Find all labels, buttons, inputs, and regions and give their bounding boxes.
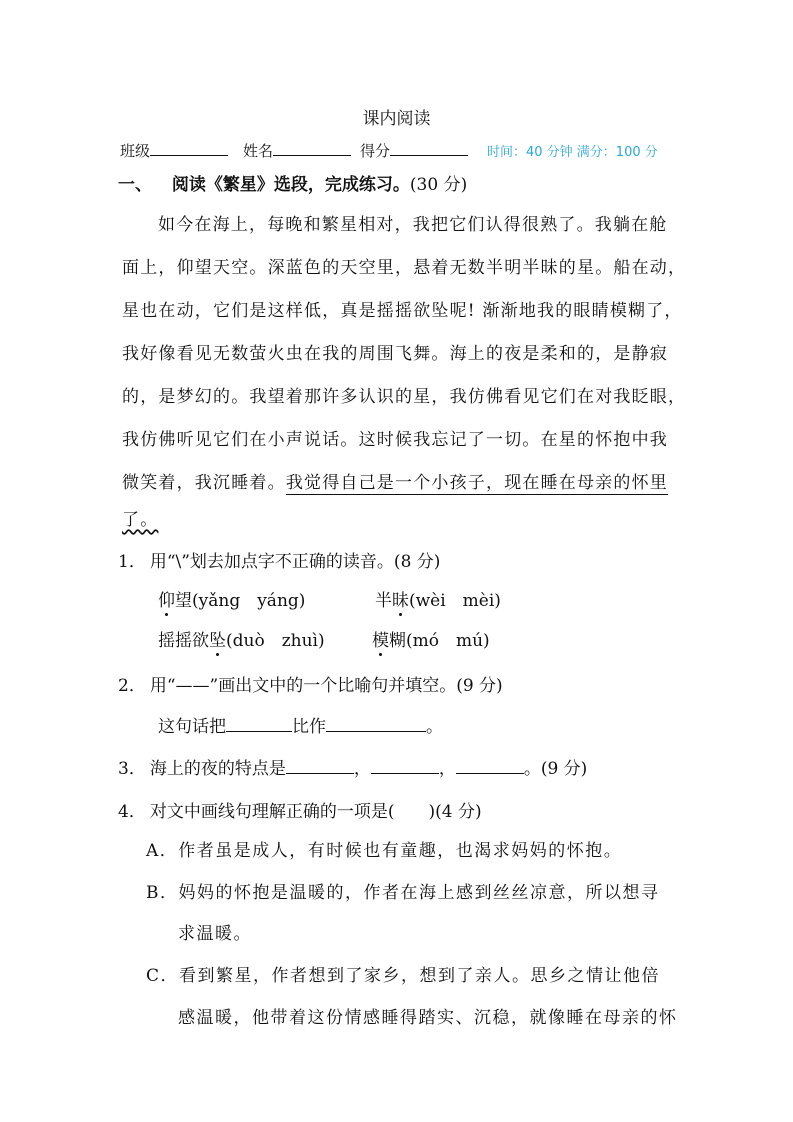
section-number: 一、 (118, 175, 152, 195)
option-b[interactable]: B．妈妈的怀抱是温暖的，作者在海上感到丝丝凉意，所以想寻 (146, 883, 660, 903)
fill-text: 这句话把 (158, 717, 226, 737)
question-number: 4． (118, 802, 146, 822)
passage-line (122, 468, 668, 493)
wavy-underlined-text: 了 (122, 510, 141, 530)
name-blank[interactable] (273, 141, 351, 156)
question-text: 用“\”划去加点字不正确的读音。(8 分) (149, 552, 441, 572)
plain-char: 摇摇欲 (158, 631, 209, 651)
q1-item-2 (375, 586, 501, 611)
fill-text: 比作 (292, 717, 326, 737)
question-3 (118, 754, 587, 779)
fill-blank[interactable] (456, 759, 524, 774)
question-text: 对文中画线句理解正确的一项是( )(4 分) (149, 802, 482, 822)
fill-blank[interactable] (371, 759, 439, 774)
reading-options: (duò zhuì) (226, 631, 325, 651)
time-info: 时间：40 分钟 满分：100 分 (487, 145, 658, 160)
class-field (120, 140, 228, 161)
fill-text: 。 (426, 717, 443, 737)
question-number: 3． (118, 759, 146, 779)
score-field (360, 140, 468, 161)
passage-line: 星也在动，它们是这样低，真是摇摇欲坠呢! 渐渐地我的眼睛模糊了， (122, 301, 683, 321)
section-title: 阅读《繁星》选段，完成练习。 (171, 175, 410, 195)
passage-line: 我仿佛听见它们在小声说话。这时候我忘记了一切。在星的怀抱中我 (122, 430, 668, 450)
score-label: 得分 (360, 142, 391, 160)
option-b-continuation: 求温暖。 (178, 924, 252, 944)
section-heading (118, 170, 467, 195)
passage-line: 如今在海上，每晚和繁星相对，我把它们认得很熟了。我躺在舱 (158, 215, 668, 235)
passage-line (122, 505, 158, 530)
passage-line: 的，是梦幻的。我望着那许多认识的星，我仿佛看见它们在对我眨眼， (122, 387, 687, 407)
score-blank[interactable] (390, 141, 468, 156)
fill-blank[interactable] (226, 717, 292, 732)
question-2 (118, 671, 503, 696)
q1-item-4 (372, 626, 490, 651)
option-c[interactable]: C．看到繁星，作者想到了家乡，想到了亲人。思乡之情让他倍 (146, 966, 661, 986)
passage-line: 面上，仰望天空。深蓝色的天空里，悬着无数半明半昧的星。船在动， (122, 258, 687, 278)
option-a[interactable]: A．作者虽是成人，有时候也有童趣，也渴求妈妈的怀抱。 (146, 841, 623, 861)
separator: ， (353, 759, 371, 779)
plain-char: 半 (375, 591, 392, 611)
reading-options: 糊(mó mú) (389, 631, 490, 651)
fill-blank[interactable] (326, 717, 426, 732)
question-text: 用“——”画出文中的一个比喻句并填空。(9 分) (149, 676, 503, 696)
wavy-underlined-period: 。 (140, 510, 159, 530)
name-label: 姓名 (243, 142, 274, 160)
reading-options: 望(yǎng yáng) (175, 591, 306, 611)
name-field (243, 140, 351, 161)
question-text: 海上的夜的特点是 (149, 759, 286, 779)
page-title: 课内阅读 (362, 109, 431, 129)
question-number: 2． (118, 676, 146, 696)
q2-fill-line (158, 712, 443, 737)
option-c-continuation: 感温暖，他带着这份情感睡得踏实、沉稳，就像睡在母亲的怀 (178, 1008, 678, 1028)
question-number: 1． (118, 552, 146, 572)
q1-item-3 (158, 626, 325, 651)
dotted-char: 仰 (158, 591, 175, 611)
dotted-char: 昧 (392, 591, 409, 611)
dotted-char: 模 (372, 631, 389, 651)
class-label: 班级 (120, 142, 151, 160)
section-score: (30 分) (409, 175, 468, 195)
class-blank[interactable] (150, 141, 228, 156)
question-score: 。(9 分) (523, 759, 588, 779)
dotted-char: 坠 (209, 631, 226, 651)
question-4 (118, 797, 482, 822)
separator: ， (438, 759, 456, 779)
passage-text: 微笑着，我沉睡着。 (122, 473, 286, 493)
passage-line: 我好像看见无数萤火虫在我的周围飞舞。海上的夜是柔和的，是静寂 (122, 344, 668, 364)
fill-blank[interactable] (286, 759, 354, 774)
question-1 (118, 547, 440, 572)
q1-item-1 (158, 586, 305, 611)
reading-options: (wèi mèi) (409, 591, 501, 611)
underlined-sentence: 我觉得自己是一个小孩子，现在睡在母亲的怀里 (285, 473, 669, 493)
